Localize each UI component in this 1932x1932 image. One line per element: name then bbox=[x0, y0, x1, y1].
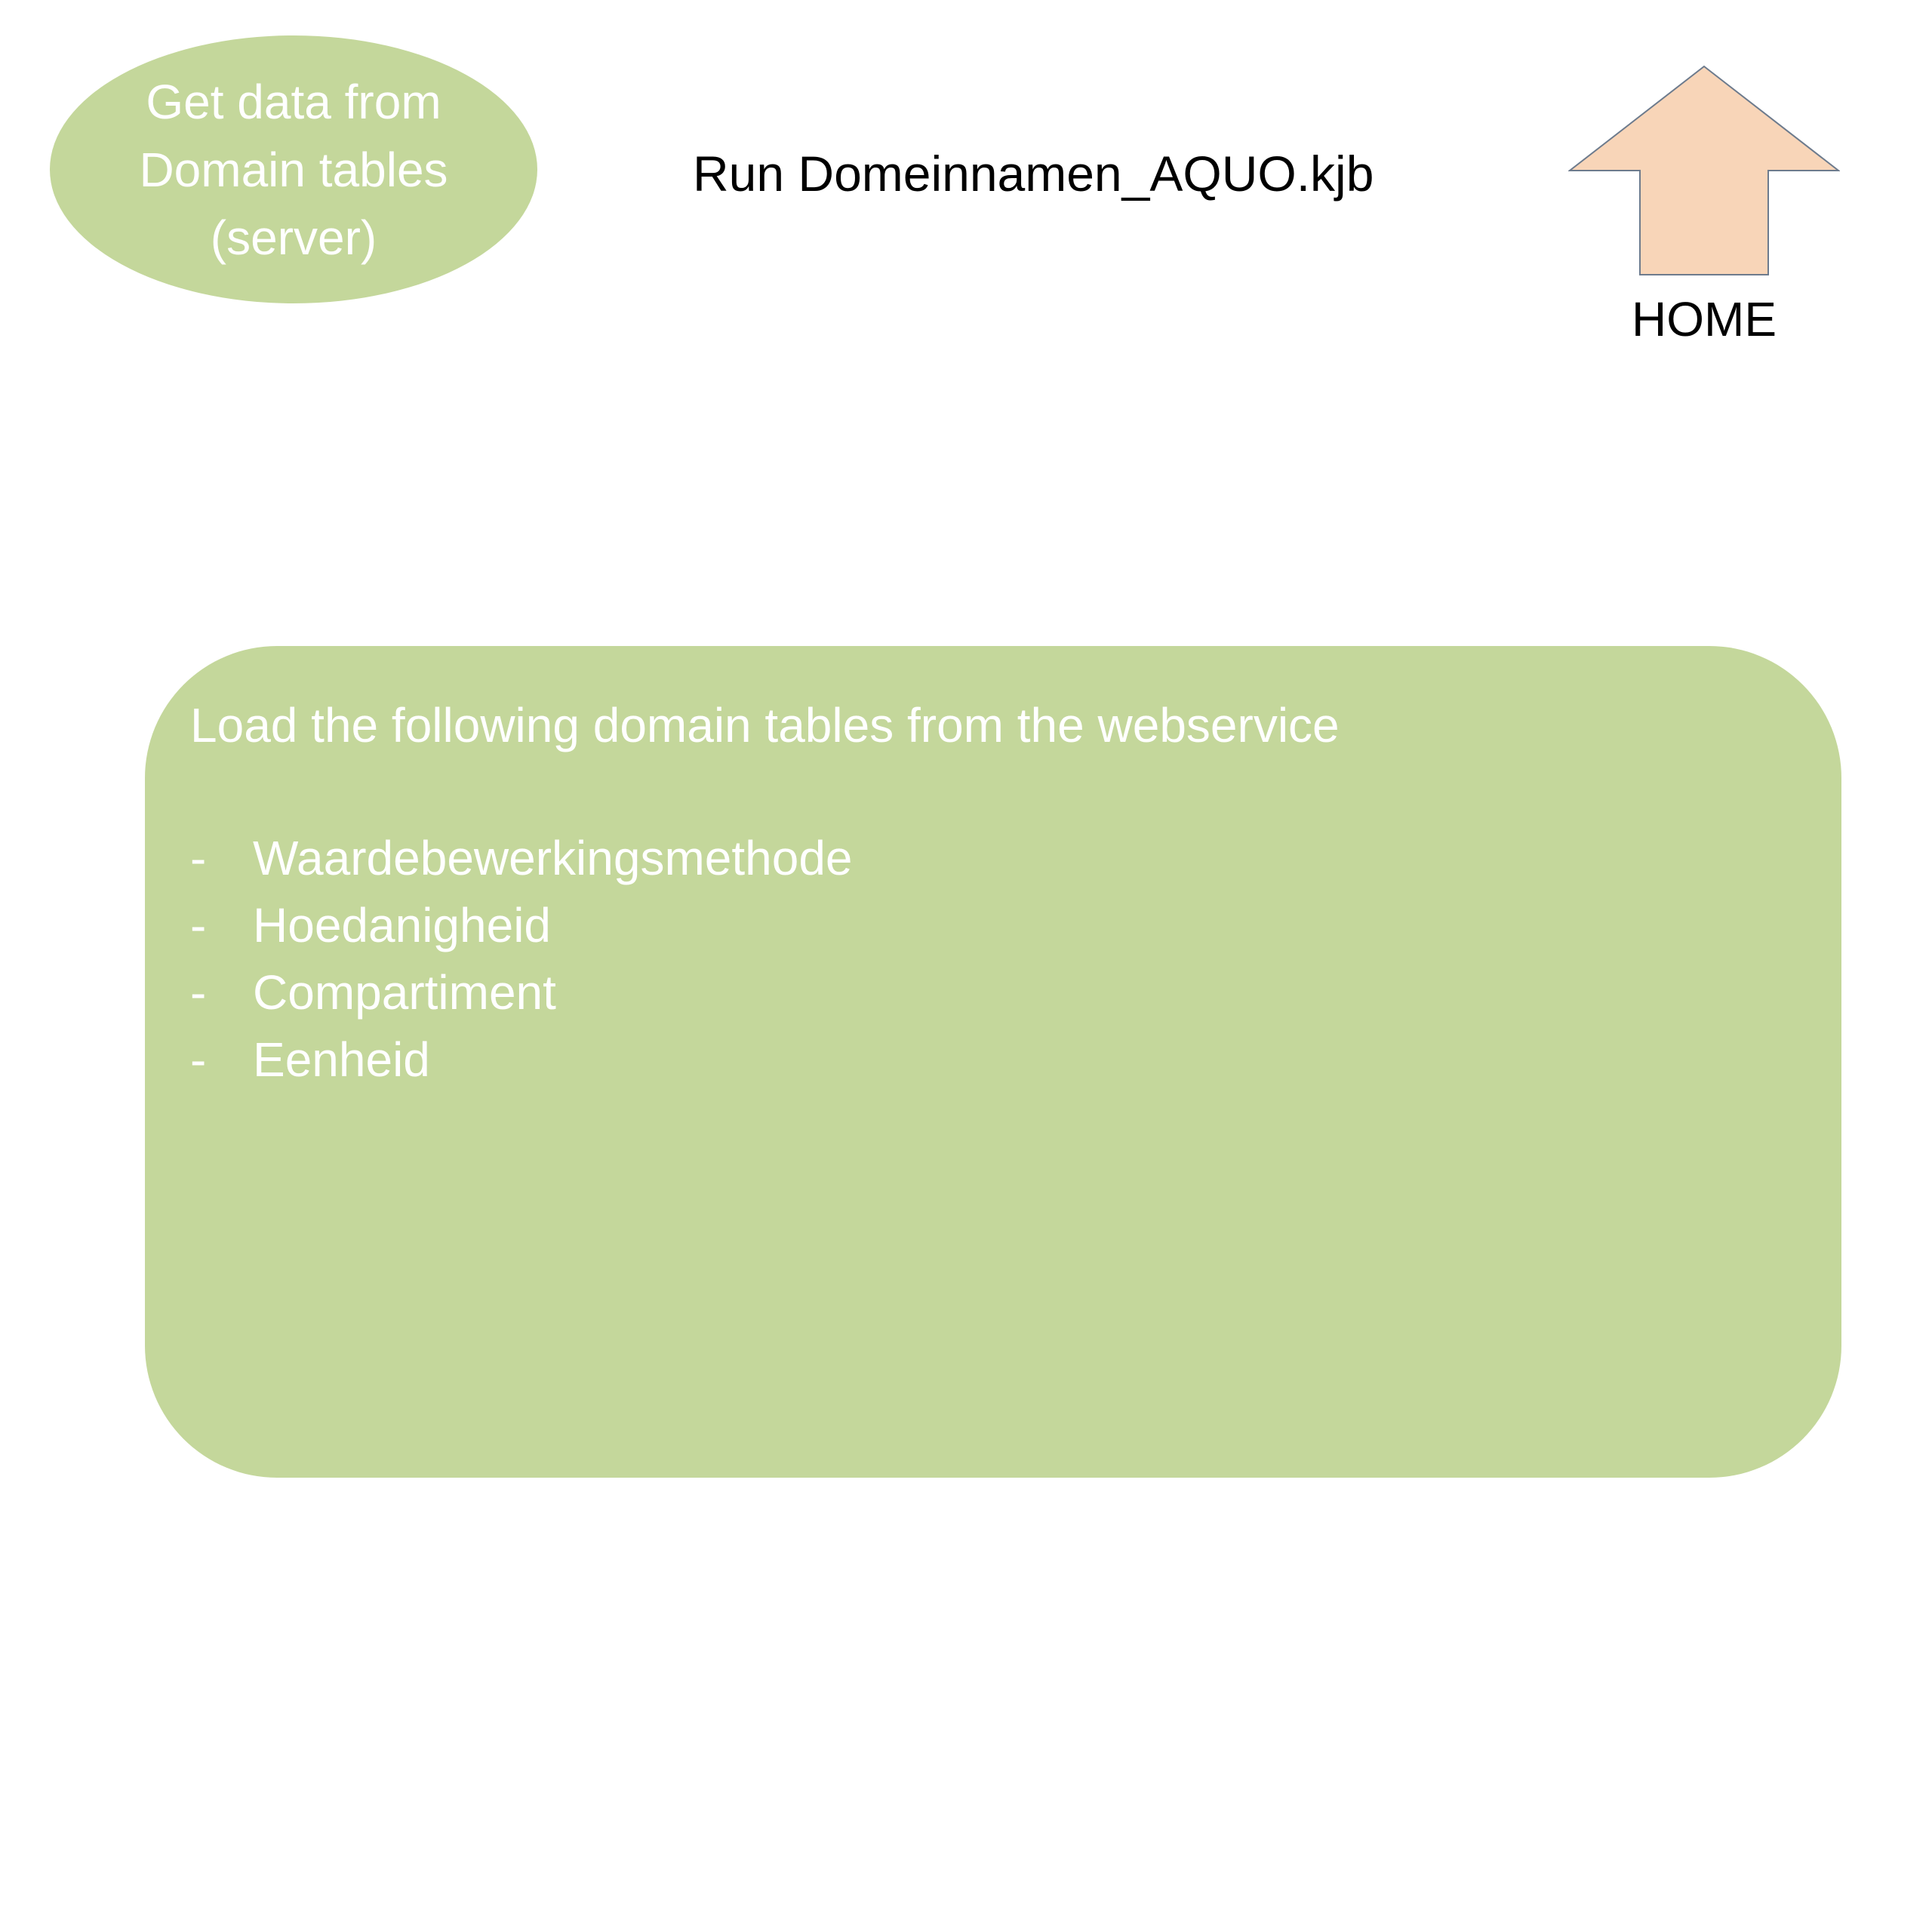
list-item-label: Waardebewerkingsmethode bbox=[253, 831, 853, 885]
domain-table-list bbox=[190, 825, 1841, 1094]
home-arrow-icon[interactable] bbox=[1568, 65, 1840, 276]
panel-title: Load the following domain tables from the webservice bbox=[190, 698, 1340, 752]
ellipse-line-2: Domain tables bbox=[139, 142, 448, 197]
list-item-label: Eenheid bbox=[253, 1032, 430, 1087]
home-button[interactable] bbox=[1568, 65, 1840, 352]
list-item bbox=[190, 1026, 1841, 1094]
bullet-dash: - bbox=[190, 965, 207, 1020]
run-job-label: Run Domeinnamen_AQUO.kjb bbox=[693, 146, 1374, 202]
list-item bbox=[190, 892, 1841, 959]
domain-tables-panel bbox=[145, 646, 1841, 1478]
ellipse-line-3: (server) bbox=[210, 210, 377, 265]
bullet-dash: - bbox=[190, 898, 207, 952]
ellipse-line-1: Get data from bbox=[146, 74, 441, 129]
home-label: HOME bbox=[1632, 292, 1777, 346]
list-item-label: Compartiment bbox=[253, 965, 556, 1020]
list-item bbox=[190, 959, 1841, 1026]
bullet-dash: - bbox=[190, 1032, 207, 1087]
bullet-dash: - bbox=[190, 831, 207, 885]
list-item-label: Hoedanigheid bbox=[253, 898, 551, 952]
get-data-ellipse[interactable] bbox=[50, 35, 537, 303]
list-item bbox=[190, 825, 1841, 892]
